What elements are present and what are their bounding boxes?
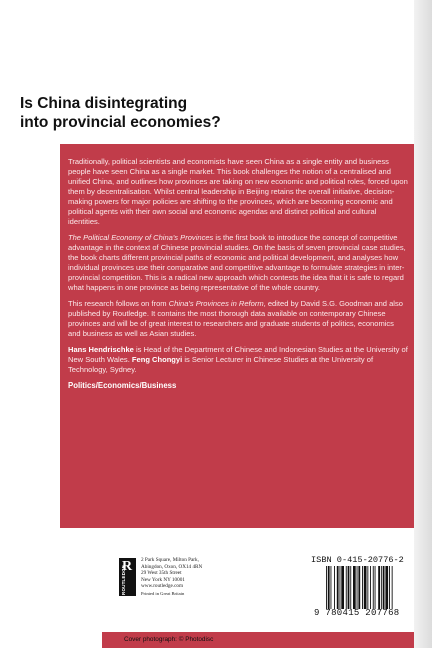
address-line: New York NY 10001 xyxy=(141,576,185,583)
blurb-paragraph-2-body: is the first book to introduce the concept of competitive advantage in the context of Chinese provincial studies. On the basis of seven provincial case studies, the book charts different provincial paths of economic and political development, and analyses how individual provinces use their comparative and competitive advantage to formulate strategies in inter-provincial competition. This is a radical new approach which contests the idea that it is safe to regard what happens in one province as being representative of the whole country. xyxy=(68,233,406,292)
logo-letter: R xyxy=(122,559,133,574)
blurb-paragraph-3-body: , edited by David S.G. Goodman and also published by Routledge. It contains the most thorough data available on contemporary Chinese provinces and will be of great interest to researchers and graduate students of politics, economics and business as well as Asian studies. xyxy=(68,299,403,338)
barcode-digits: 9 780415 207768 xyxy=(314,608,400,618)
logo-wordmark: ROUTLEDGE xyxy=(121,564,126,595)
isbn-label: ISBN 0-415-20776-2 xyxy=(311,555,404,565)
headline-line-1: Is China disintegrating xyxy=(20,95,188,112)
headline xyxy=(20,94,320,132)
author-bios xyxy=(68,345,408,375)
author-1-name: Hans Hendrischke xyxy=(68,345,134,354)
related-book-title: China's Provinces in Reform xyxy=(168,299,264,308)
author-1-bio: is Head of the Department of Chinese and Indonesian Studies at the University of New South Wales. xyxy=(68,345,408,364)
headline-line-2: into provincial economies? xyxy=(20,114,221,131)
cover-photo-credit: Cover photograph: © Photodisc xyxy=(124,636,214,643)
address-line: 2 Park Square, Milton Park, xyxy=(141,557,199,563)
printed-in: Printed in Great Britain xyxy=(141,590,185,596)
page-edge-stripe xyxy=(414,0,432,648)
blurb-text xyxy=(68,157,408,391)
address-line: 29 West 35th Street xyxy=(141,570,182,577)
address-line: Abingdon, Oxon, OX14 4RN xyxy=(141,563,203,570)
publisher-website: www.routledge.com xyxy=(141,583,184,590)
author-2-bio: is Senior Lecturer in Chinese Studies at the University of Technology, Sydney. xyxy=(68,355,374,374)
subject-categories: Politics/Economics/Business xyxy=(68,381,177,390)
barcode-icon xyxy=(326,566,408,609)
publisher-address xyxy=(141,557,261,598)
blurb-paragraph-1: Traditionally, political scientists and economists have seen China as a single entity and business people have seen China as a single market. This book challenges the notion of a centralised and unified China, and outlines how provinces are taking on new economic and political roles, forced upon them by decentralisation. Whilst central leadership in Beijing retains the overall initiative, decision-making powers for major policies are shifting to the provinces, which are becoming economic and political agents with their own social and economic agendas and distinct political and cultural identities. xyxy=(68,157,408,226)
blurb-paragraph-3-start: This research follows on from xyxy=(68,299,169,308)
book-title: The Political Economy of China's Provinces xyxy=(68,233,214,242)
author-2-name: Feng Chongyi xyxy=(131,355,183,364)
blurb-paragraph-3 xyxy=(68,299,408,339)
routledge-logo xyxy=(119,558,136,596)
blurb-paragraph-2 xyxy=(68,233,408,293)
